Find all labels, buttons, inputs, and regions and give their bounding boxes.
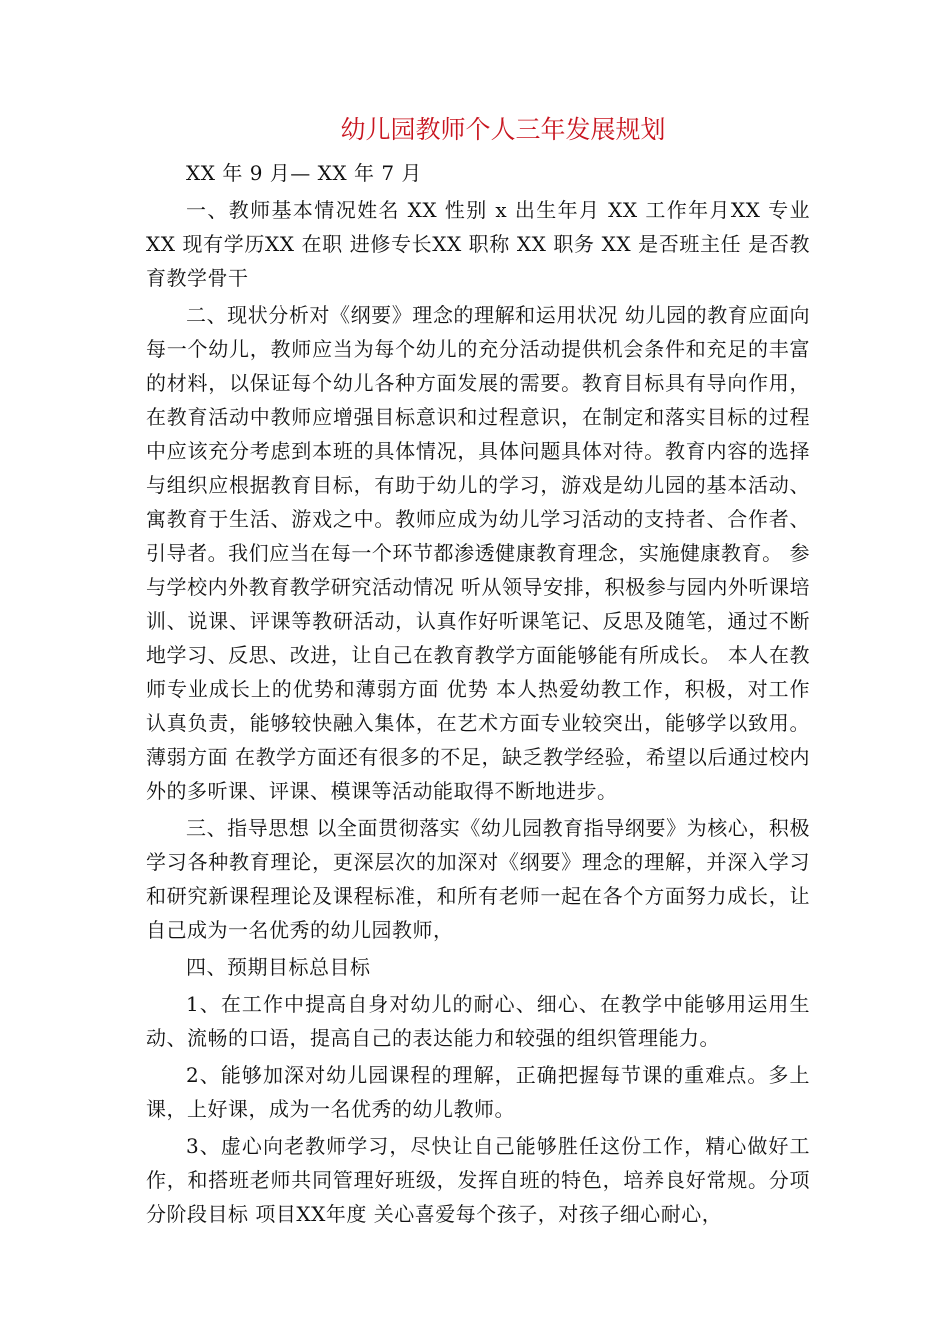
goal-item-2: 2、能够加深对幼儿园课程的理解，正确把握每节课的重难点。多上课，上好课，成为一名优秀的幼儿教师。 — [146, 1063, 810, 1121]
document-title: 幼儿园教师个人三年发展规划 — [340, 115, 666, 144]
section-basic-info: 一、教师基本情况姓名 XX 性别 x 出生年月 XX 工作年月XX 专业 XX 现有学历XX 在职 进修专长XX 职称 XX 职务 XX 是否班主任 是否教育教学骨干 — [146, 198, 810, 290]
date-range: XX 年 9 月— XX 年 7 月 — [186, 161, 422, 185]
section-status-analysis: 二、现状分析对《纲要》理念的理解和运用状况 幼儿园的教育应面向每一个幼儿，教师应当为每个幼儿的充分活动提供机会条件和充足的丰富的材料，以保证每个幼儿各种方面发展的需要。教育目标具有导向作用，在教育活动中教师应增强目标意识和过程意识，在制定和落实目标的过程中应该充分考虑到本班的具体情况，具体问题具体对待。教育内容的选择与组织应根据教育目标，有助于幼儿的学习，游戏是幼儿园的基本活动、寓教育于生活、游戏之中。教师应成为幼儿学习活动的支持者、合作者、引导者。我们应当在每一个环节都渗透健康教育理念，实施健康教育。 参与学校内外教育教学研究活动情况 听从领导安排，积极参与园内外听课培训、说课、评课等教研活动，认真作好听课笔记、反思及随笔，通过不断地学习、反思、改进，让自己在教育教学方面能够能有所成长。 本人在教师专业成长上的优势和薄弱方面 优势 本人热爱幼教工作，积极，对工作认真负责，能够较快融入集体，在艺术方面专业较突出，能够学以致用。 薄弱方面 在教学方面还有很多的不足，缺乏教学经验，希望以后通过校内外的多听课、评课、模课等活动能取得不断地进步。 — [146, 303, 810, 803]
goal-item-1: 1、在工作中提高自身对幼儿的耐心、细心、在教学中能够用运用生动、流畅的口语，提高自己的表达能力和较强的组织管理能力。 — [146, 992, 810, 1050]
goal-item-3: 3、虚心向老教师学习，尽快让自己能够胜任这份工作，精心做好工作，和搭班老师共同管理好班级，发挥自班的特色，培养良好常规。分项 分阶段目标 项目XX年度 关心喜爱每个孩子，对孩子细心耐心， — [146, 1134, 810, 1226]
section-guiding-ideology: 三、指导思想 以全面贯彻落实《幼儿园教育指导纲要》为核心，积极学习各种教育理论，更深层次的加深对《纲要》理念的理解，并深入学习和研究新课程理论及课程标准，和所有老师一起在各个方面努力成长，让自己成为一名优秀的幼儿园教师， — [146, 816, 810, 942]
document-page — [146, 108, 810, 1234]
section-expected-goals-heading: 四、预期目标总目标 — [186, 955, 371, 979]
